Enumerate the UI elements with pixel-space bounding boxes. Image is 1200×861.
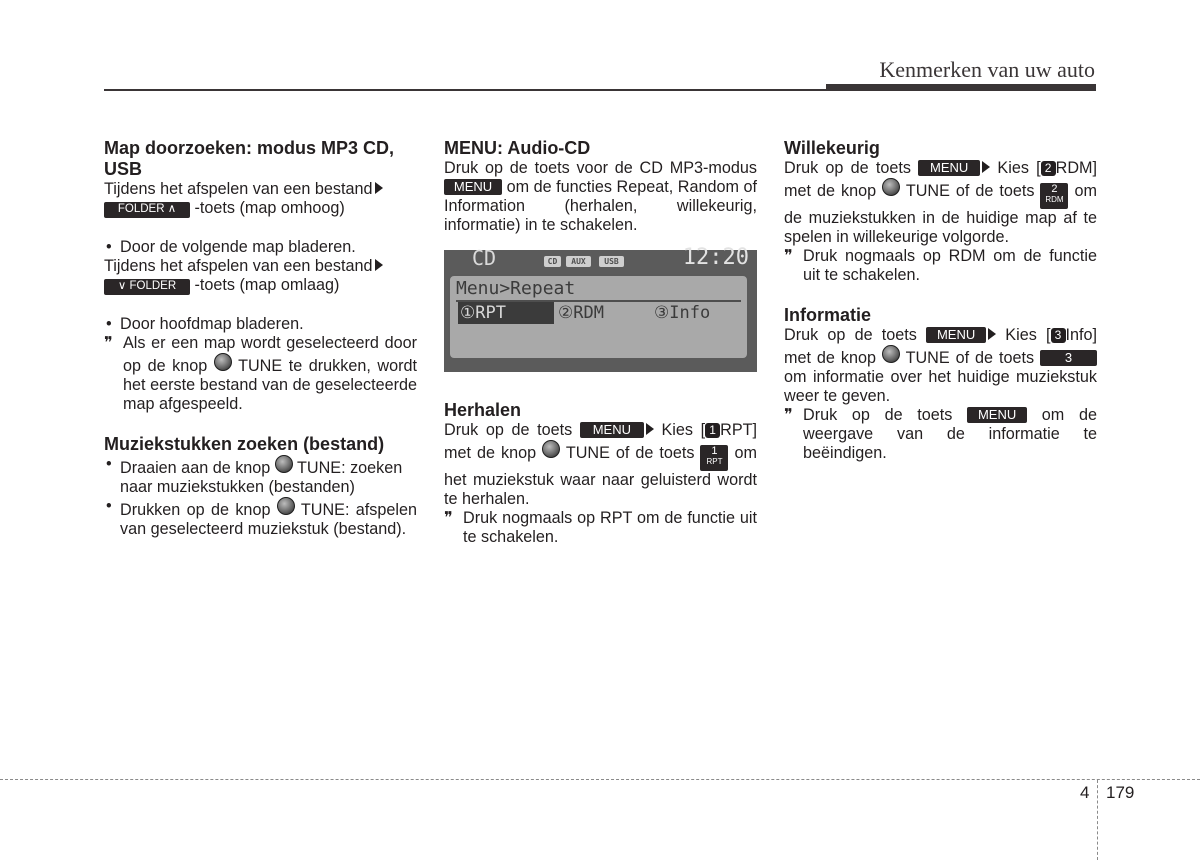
heading-willekeurig: Willekeurig bbox=[784, 138, 880, 158]
key-number: 1 bbox=[711, 445, 718, 457]
lcd-badge-cd: CD bbox=[544, 256, 561, 267]
menu-key: MENU bbox=[918, 160, 980, 176]
text: om de functies Repeat, Random of Information (herhalen, willekeurig, informatie) in te schakelen. bbox=[444, 178, 757, 234]
arrow-right-icon bbox=[982, 161, 990, 173]
lcd-status-bar bbox=[444, 245, 757, 272]
heading-herhalen: Herhalen bbox=[444, 400, 522, 420]
text: Druk op de toets bbox=[803, 406, 953, 424]
running-header: Kenmerken van uw auto bbox=[879, 57, 1095, 82]
text: Druk nogmaals op RPT om de functie uit te schakelen. bbox=[463, 509, 757, 546]
header-rule-bar bbox=[826, 84, 1096, 91]
page-number: 179 bbox=[1106, 783, 1135, 802]
text: Druk nogmaals op RDM om de functie uit te schakelen. bbox=[803, 247, 1097, 284]
text: om informatie over het huidige muziekstuk weer te geven. bbox=[784, 368, 1097, 405]
text: om de muziekstukken in de huidige map af te spelen in willekeurige volgorde. bbox=[784, 182, 1097, 246]
text: Druk op de toets bbox=[784, 159, 911, 177]
text: Tijdens het afspelen van een bestand bbox=[104, 257, 373, 275]
text: -toets (map omhoog) bbox=[194, 199, 345, 217]
lcd-option-rpt: ①RPT bbox=[458, 302, 554, 324]
tune-knob-icon bbox=[275, 455, 293, 473]
text: Als er een map wordt geselecteerd door op de knop bbox=[123, 334, 417, 375]
lcd-option-rdm: ②RDM bbox=[558, 303, 604, 323]
paragraph-folder-up bbox=[104, 180, 417, 218]
key-sub-label: RDM bbox=[1045, 195, 1064, 204]
text: TUNE: afspelen van geselecteerd muziekstuk (bestand). bbox=[120, 501, 417, 538]
text: Kies [ bbox=[661, 421, 706, 439]
text: Tijdens het afspelen van een bestand bbox=[104, 180, 373, 198]
bullet-next-folder: • Door de volgende map bladeren. bbox=[104, 238, 417, 257]
bullet-press-knob bbox=[104, 497, 417, 539]
tune-knob-icon bbox=[882, 178, 900, 196]
paragraph-menu-intro bbox=[444, 159, 757, 235]
paragraph-herhalen bbox=[444, 421, 757, 509]
text: RPT] met de knop bbox=[444, 421, 757, 462]
text: Druk op de toets bbox=[444, 421, 573, 439]
text: om het muziekstuk waar naar geluisterd wordt te herhalen. bbox=[444, 444, 757, 508]
arrow-right-icon bbox=[988, 328, 996, 340]
note-rdm-off bbox=[784, 247, 1097, 285]
column-3 bbox=[784, 138, 1097, 463]
note-rpt-off bbox=[444, 509, 757, 547]
tune-knob-icon bbox=[214, 353, 232, 371]
menu-key: MENU bbox=[444, 179, 502, 195]
footer-dashed-rule bbox=[0, 779, 1200, 780]
menu-key: MENU bbox=[926, 327, 986, 343]
number-1-icon: 1 bbox=[705, 423, 720, 438]
heading-menu-audio-cd: MENU: Audio-CD bbox=[444, 138, 591, 158]
lcd-source-label: CD bbox=[472, 246, 497, 270]
text: om de weergave van de informatie te beëindigen. bbox=[803, 406, 1097, 462]
number-2-icon: 2 bbox=[1041, 161, 1056, 176]
lcd-menu-panel bbox=[448, 274, 749, 360]
lcd-clock: 12:20 bbox=[682, 245, 749, 270]
text: Druk op de toets voor de CD MP3-modus bbox=[444, 159, 757, 177]
tune-knob-icon bbox=[277, 497, 295, 515]
paragraph-informatie bbox=[784, 326, 1097, 406]
note-symbol: ❞ bbox=[784, 247, 793, 265]
paragraph-folder-down bbox=[104, 257, 417, 295]
column-1 bbox=[104, 138, 417, 539]
text: -toets (map omlaag) bbox=[194, 276, 340, 294]
text: Drukken op de knop bbox=[120, 501, 271, 519]
lcd-display bbox=[444, 245, 757, 372]
paragraph-willekeurig bbox=[784, 159, 1097, 247]
lcd-option-info: ③Info bbox=[654, 303, 711, 323]
folder-up-key: FOLDER ∧ bbox=[104, 202, 190, 218]
key-sub-label: RPT bbox=[706, 457, 723, 466]
key-3: 3 bbox=[1040, 350, 1097, 366]
header-rule bbox=[104, 89, 826, 91]
text: TUNE of de toets bbox=[565, 444, 695, 462]
lcd-badge-usb: USB bbox=[599, 256, 624, 267]
menu-key: MENU bbox=[580, 422, 644, 438]
key-2-rdm bbox=[1040, 183, 1068, 209]
arrow-right-icon bbox=[375, 259, 383, 271]
tune-knob-icon bbox=[542, 440, 560, 458]
text: TUNE of de toets bbox=[905, 182, 1035, 200]
key-1-rpt bbox=[700, 445, 728, 471]
lcd-badge-aux: AUX bbox=[566, 256, 591, 267]
number-3-icon: 3 bbox=[1051, 328, 1066, 343]
text: TUNE of de toets bbox=[905, 349, 1035, 367]
lcd-menu-title: Menu>Repeat bbox=[456, 278, 741, 302]
note-info-off bbox=[784, 406, 1097, 463]
text: Kies [ bbox=[1005, 326, 1051, 344]
chapter-number: 4 bbox=[1080, 783, 1090, 802]
heading-muziekstukken-zoeken: Muziekstukken zoeken (bestand) bbox=[104, 434, 385, 454]
column-2 bbox=[444, 138, 757, 547]
folder-down-key: ∨ FOLDER bbox=[104, 279, 190, 295]
text: Druk op de toets bbox=[784, 326, 917, 344]
bullet-main-folder: • Door hoofdmap bladeren. bbox=[104, 315, 417, 334]
arrow-right-icon bbox=[646, 423, 654, 435]
text: RDM] met de knop bbox=[784, 159, 1098, 200]
note-symbol: ❞ bbox=[104, 334, 113, 352]
note-symbol: ❞ bbox=[784, 406, 793, 424]
menu-key: MENU bbox=[967, 407, 1027, 423]
text: Kies [ bbox=[997, 159, 1041, 177]
text: TUNE te drukken, wordt het eerste bestand van de geselecteerde map afgespeeld. bbox=[123, 357, 417, 413]
key-number: 2 bbox=[1051, 183, 1058, 195]
bullet-turn-knob bbox=[104, 455, 417, 497]
text: Info] met de knop bbox=[784, 326, 1097, 367]
heading-map-doorzoeken: Map doorzoeken: modus MP3 CD, USB bbox=[104, 138, 395, 179]
footer-dashed-divider bbox=[1097, 780, 1098, 860]
text: Draaien aan de knop bbox=[120, 459, 271, 477]
arrow-right-icon bbox=[375, 182, 383, 194]
text: TUNE: zoeken naar muziekstukken (bestanden) bbox=[120, 459, 403, 496]
heading-informatie: Informatie bbox=[784, 305, 872, 325]
tune-knob-icon bbox=[882, 345, 900, 363]
note-symbol: ❞ bbox=[444, 509, 453, 527]
note-folder-select bbox=[104, 334, 417, 414]
